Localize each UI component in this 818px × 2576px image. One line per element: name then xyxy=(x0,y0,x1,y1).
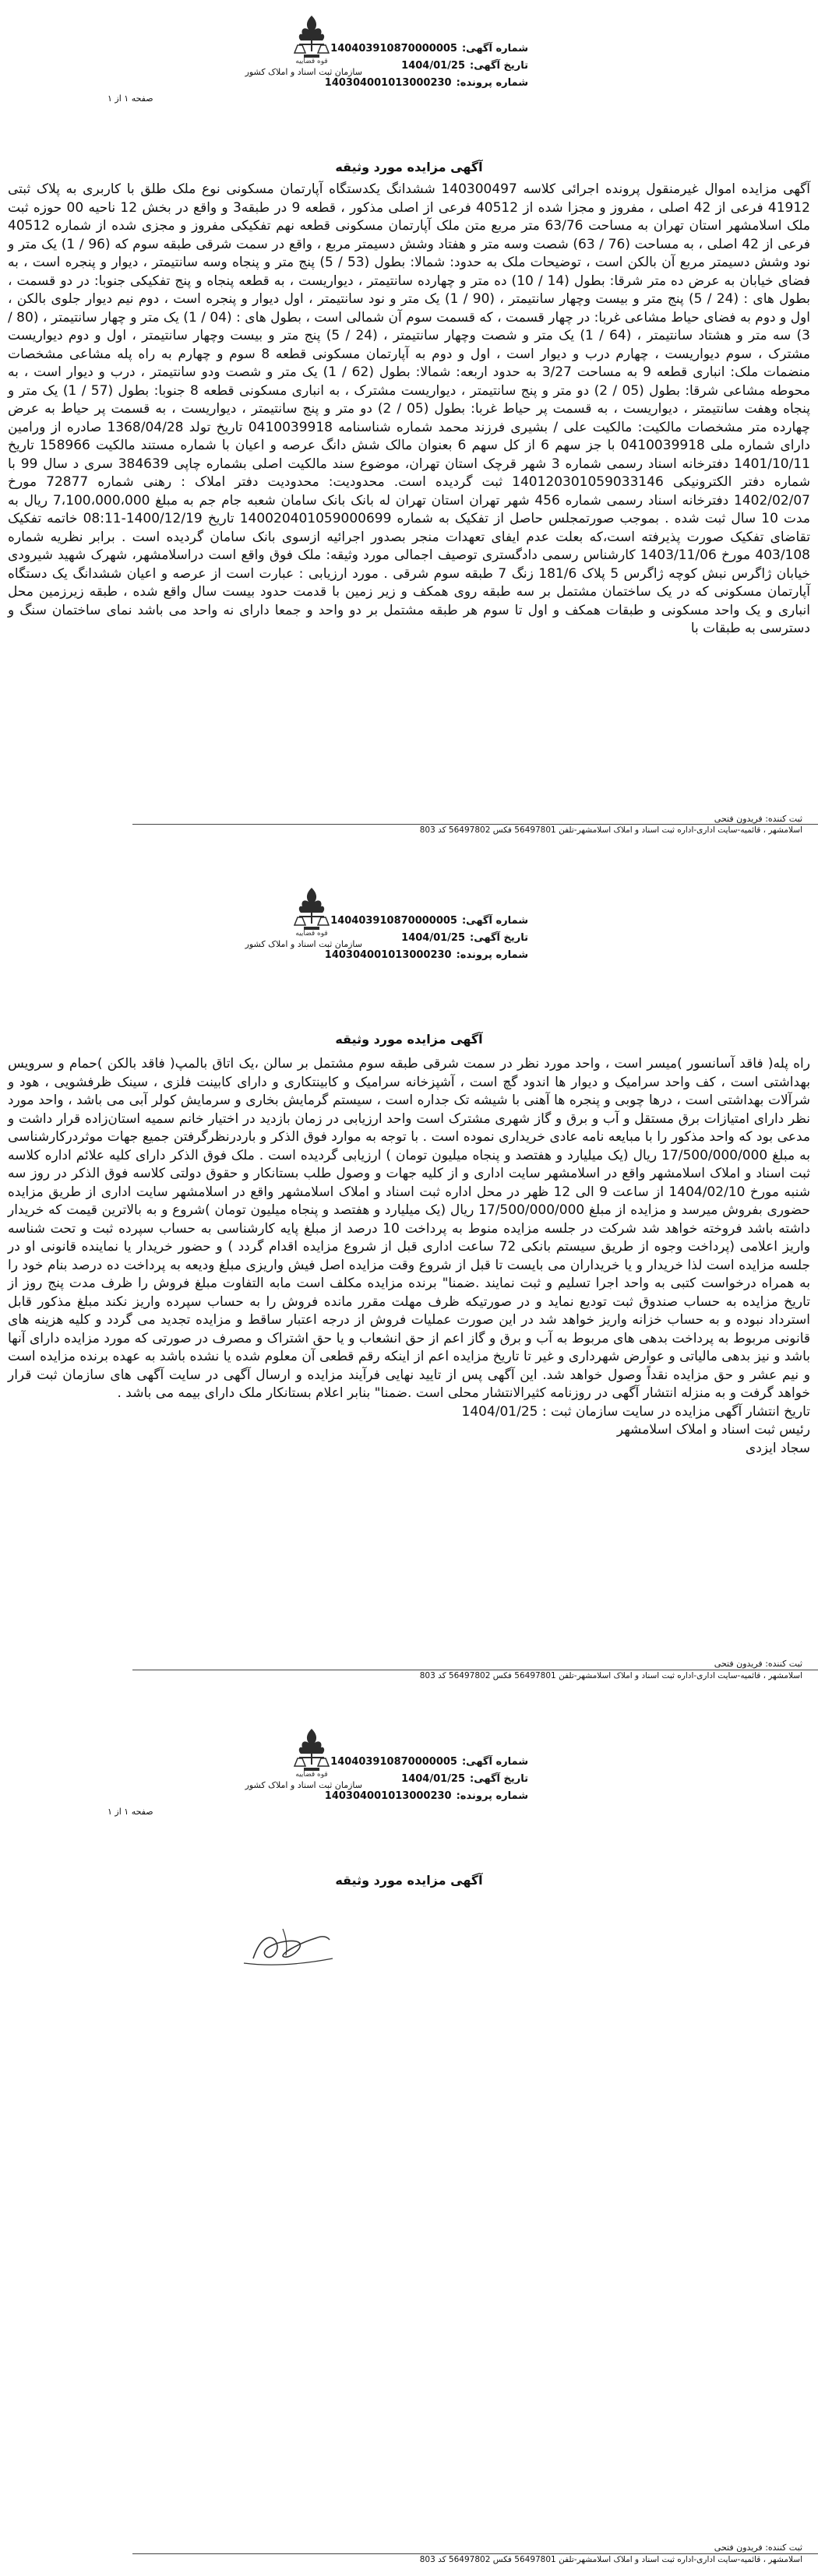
footer-divider xyxy=(132,824,818,825)
page-number: صفحه ۱ از ۱ xyxy=(108,93,153,104)
file-number: 140304001013000230 xyxy=(324,1790,452,1802)
ad-title: آگهی مزایده مورد وثیقه xyxy=(335,160,483,174)
ad-body-text: آگهی مزایده اموال غیرمنقول پرونده اجرائی کلاسه 140300497 ششدانگ یکدستگاه آپارتمان مسکونی نوع ملک طلق با کاربری به پلاک ثبتی 41912 فرعی از 42 اصلی ، مفروز و مجزا شده از 40512 فرعی از اصلی مذکور ، قطعه 9 در طبقه3 و واقع در بخش 12 ناحیه 00 حوزه ثبت ملک اسلامشهر استان تهران به مساحت 63/76 متر مربع متن ملک آپارتمان مسکونی قطعه نهم تفکیکی مفروز و مجزی شده از شماره 40512 فرعی از 42 اصلی ، به مساحت (76 / 63) شصت وسه متر و هفتاد وشش دسیمتر مربع ، واقع در سمت شرقی طبقه سوم که (96 / 1) یک متر و نود وشش دسیمتر مربع آن بالکن است ، توضیحات ملک به حدود: شمالا: بطول (53 / 5) پنج متر و پنجاه وسه سانتیمتر ، دیوار و پنجره است ، به فضای خیابان به عرض ده متر شرقا: بطول (14 / 10) ده متر و چهارده سانتیمتر ، دیواریست ، به قطعه پنجاه و پنج تفکیکی جنوبا: در دو قسمت ، بطول های : (24 / 5) پنج متر و بیست وچهار سانتیمتر ، (90 / 1) یک متر و نود سانتیمتر ، اول دیوار و پنجره است ، دوم نیم دیوار جلوی بالکن ، اول و دوم به فضای حیاط مشاعی غربا: در چهار قسمت ، که قسمت سوم آن شمالی است ، بطول های : (04 / 1) یک متر و چهار سانتیمتر ، (80 / 3) سه متر و هشتاد سانتیمتر ، (64 / 1) یک متر و شصت وچهار سانتیمتر ، (24 / 5) پنج متر و بیست وچهار سانتیمتر ، اول و دوم دیواریست مشترک ، سوم دیواریست ، چهارم درب و دیوار است ، اول و دوم به آپارتمان مسکونی قطعه 8 سوم و چهارم به راه پله مشاعی مشخصات منضمات ملک: انباری قطعه 9 به مساحت 3/27 به حدود اربعه: شمالا: بطول (62 / 1) یک متر و شصت ودو سانتیمتر ، درب و دیوار است ، به محوطه مشاعی شرقا: بطول (05 / 2) دو متر و پنج سانتیمتر ، دیواریست مشترک ، به انباری مسکونی قطعه 8 جنوبا: بطول (57 / 1) یک متر و پنجاه وهفت سانتیمتر ، دیواریست ، به قسمت پر حیاط غربا: بطول (05 / 2) دو متر و پنج سانتیمتر ، دیواریست ، به قسمت پر حیاط به عرض چهارده متر مشخصات مالکیت: مالکیت علی / بشیری فرزند محمد شماره شناسنامه 0410039918 تاریخ تولد 1368/04/28 صادره از ورامین دارای شماره ملی 0410039918 با جز سهم 6 از کل سهم 6 بعنوان مالک شش دانگ عرصه و اعیان با شماره مستند مالکیت 158966 تاریخ 1401/10/11 دفترخانه اسناد رسمی شماره 3 شهر قرچک استان تهران، موضوع سند مالکیت اصلی بشماره چاپی 384639 سری د سال 99 با شماره دفتر الکترونیکی 140120301059033146 ثبت گردیده است. محدودیت: محدودیت دفتر املاک : رهنی شماره 72877 مورخ 1402/02/07 دفترخانه اسناد رسمی شماره 456 شهر تهران استان تهران له بانک بانک سامان شعبه جام جم به مبلغ 7،100،000،000 ریال به مدت 10 سال ثبت شده . بموجب صورتمجلس حاصل از تفکیک به شماره 140020401059000699 تاریخ 1400/12/19-08:11 خاتمه تفکیک تقاضای تفکیک صورت پذیرفته است،که بعلت عدم ایفای تعهدات منجر بصدور اجرائیه ازسوی بانک سامان گردیده است . برابر نظریه شماره 403/108 مورخ 1403/11/06 کارشناس رسمی دادگستری توصیف اجمالی مورد وثیقه: ملک فوق واقع است دراسلامشهر، شهرک شهید شیرودی خیابان ژاگرس نبش کوچه ژاگرس 5 پلاک 181/6 زنگ 7 طبقه سوم شرقی . مورد ارزیابی : عبارت است از عرصه و اعیان ششدانگ یک دستگاه آپارتمان مسکونی که در یک ساختمان مشتمل بر سه طبقه روی همکف و زیر زمین با قدمت حدود بیست سال واقع شده ، طبقه زیرزمین محل انباری و یک واحد مسکونی و طبقات همکف و اول تا سوم هر طبقه مشتمل بر دو واحد و جمعا دارای نه واحد می باشد نمای ساختمان سنگ و دسترسی به طبقات با xyxy=(8,181,811,636)
ad-meta xyxy=(310,40,528,92)
signer-name: سجاد ایزدی xyxy=(745,1440,810,1456)
org-name: سازمان ثبت اسناد و املاک کشور xyxy=(245,67,362,77)
org-name: سازمان ثبت اسناد و املاک کشور xyxy=(245,1780,362,1790)
page-number: صفحه ۱ از ۱ xyxy=(108,1807,153,1817)
ad-date: 1404/01/25 xyxy=(401,932,466,944)
registrar-line xyxy=(714,2543,802,2553)
ad-date-label: تاریخ آگهی: xyxy=(470,60,528,72)
registrar-line xyxy=(714,1659,802,1669)
ad-title: آگهی مزایده مورد وثیقه xyxy=(335,1032,483,1047)
judiciary-label: قوه قضاییه xyxy=(295,930,328,938)
registrar-label: ثبت کننده: xyxy=(765,2543,802,2553)
ad-number: 140403910870000005 xyxy=(330,43,457,55)
publish-date-line: تاریخ انتشار آگهی مزایده در سایت سازمان ثبت : 1404/01/25 xyxy=(461,1403,810,1420)
ad-body-text xyxy=(8,1055,810,1458)
ad-date-label: تاریخ آگهی: xyxy=(470,932,528,944)
ad-date: 1404/01/25 xyxy=(401,60,466,72)
org-name: سازمان ثبت اسناد و املاک کشور xyxy=(245,939,362,949)
ad-date: 1404/01/25 xyxy=(401,1773,466,1785)
registrar-name: فریدون فتحی xyxy=(714,2543,763,2553)
ad-number: 140403910870000005 xyxy=(330,915,457,927)
footer-address: اسلامشهر ، قائمیه-سایت اداری-اداره ثبت اسناد و املاک اسلامشهر-تلفن 56497801 فکس 56497802 کد 803 xyxy=(419,2555,802,2564)
registrar-name: فریدون فتحی xyxy=(714,814,763,824)
judiciary-label: قوه قضاییه xyxy=(295,58,328,65)
signature-image xyxy=(238,1920,339,1974)
ad-meta xyxy=(310,1754,528,1805)
file-number: 140304001013000230 xyxy=(324,77,452,89)
ad-page-2 xyxy=(0,872,818,1690)
ad-number-label: شماره آگهی: xyxy=(461,43,528,55)
file-number-label: شماره پرونده: xyxy=(456,1790,528,1802)
ad-number: 140403910870000005 xyxy=(330,1756,457,1768)
ad-page-1 xyxy=(0,0,818,837)
footer-address: اسلامشهر ، قائمیه-سایت اداری-اداره ثبت اسناد و املاک اسلامشهر-تلفن 56497801 فکس 56497802 کد 803 xyxy=(419,1671,802,1680)
file-number-label: شماره پرونده: xyxy=(456,949,528,961)
ad-number-label: شماره آگهی: xyxy=(461,1756,528,1768)
registrar-label: ثبت کننده: xyxy=(765,814,802,824)
ad-date-label: تاریخ آگهی: xyxy=(470,1773,528,1785)
registrar-name: فریدون فتحی xyxy=(714,1659,763,1669)
ad-number-label: شماره آگهی: xyxy=(461,915,528,927)
ad-meta xyxy=(310,913,528,964)
ad-title: آگهی مزایده مورد وثیقه xyxy=(335,1873,483,1888)
ad-body-continuation: راه پله( فاقد آسانسور )میسر است ، واحد مورد نظر در سمت شرقی طبقه سوم مشتمل بر سالن ،یک اتاق بالمپ( فاقد بالکن )حمام و سرویس بهداشتی است ، کف واحد سرامیک و دیوار ها اندود گچ است ، آشپزخانه سرامیک و کابینتکاری و دارای کابینت فلزی ، سینک ظرفشویی ، هود و شرآلات بهداشتی است ، درها چوبی و پنجره ها آهنی با شیشه تک جداره است ، سیستم گرمایش بخاری و سرمایش کولر آبی می باشد ، واحد مورد نظر دارای امتیازات برق مستقل و آب و برق و گاز شهری مشترک است واحد ارزیابی در زمان بازدید در اختیار خانم سمیه استان‌زاده قرار داشت و مدعی بود که واحد مذکور را با مبایعه نامه عادی خریداری نموده است . با توجه به موارد فوق الذکر و باردرنظرگرفتن جمیع جهات موثردرکارشناسی به مبلغ 17/500/000/000 ریال (یک میلیارد و هفتصد و پنجاه میلیون تومان ) ارزیابی گردیده است . ملک فوق الذکر دارای کلیه علائم اداره کلاسه ثبت اسناد و املاک اسلامشهر واقع در اسلامشهر سایت اداری و از کلیه جهات و وصول طلب بستانکار و حقوق دولتی کلاسه فوق الذکر در روز سه شنبه مورخ 1404/02/10 از ساعت 9 الی 12 ظهر در محل اداره ثبت اسناد و املاک اسلامشهر واقع در اسلامشهر سایت اداری از طریق مزایده حضوری بفروش میرسد و مزایده از مبلغ 17/500/000/000 ریال (یک میلیارد و هفتصد و پنجاه میلیون تومان )شروع و به بالاترین قیمت که خریدار داشته باشد فروخته خواهد شد شرکت در جلسه مزایده منوط به پرداخت 10 درصد از مبلغ پایه کارشناسی به حساب سپرده ثبت و تحت شناسه واریز اعلامی (پرداخت وجوه از طریق سیستم بانکی 72 ساعت اداری قبل از شروع مزایده اقدام گردد ) و حضور خریدار یا نماینده قانونی او در جلسه مزایده است لذا خریدار و یا خریداران می بایست تا قبل از شروع وقت مزایده اصل فیش واریزی مبلغ ودیعه به پرداخت ده درصد بنام خود را به همراه درخواست کتبی به واحد اجرا تسلیم و ثبت نمایند .ضمنا" برنده مزایده مکلف است مابه التفاوت مبلغ فروش را ظرف مدت پنج روز از تاریخ مزایده به حساب صندوق ثبت تودیع نماید و در صورتیکه ظرف مهلت مقرر مانده فروش را به حساب سپرده واریز نکند مبلغ مذکور قابل استرداد نبوده و به حساب خزانه واریز خواهد شد در این صورت عملیات فروش از درجه اعتبار ساقط و مزایده تجدید می گردد و کلیه هزینه های قانونی مربوط به پرداخت بدهی های مربوط به آب و برق و گاز اعم از حق انشعاب و یا حق اشتراک و مصرف در صورتی که مورد مزایده دارای آنها باشد و نیز بدهی مالیاتی و عوارض شهرداری و غیر تا تاریخ مزایده اعم از اینکه رقم قطعی آن معلوم شده یا نشده باشد به عهده برنده مزایده است و نیم عشر و حق مزایده نقداً وصول خواهد شد. این آگهی پس از تایید نهایی فرآیند مزایده و ارسال آگهی در سایت آگهی های سازمان ثبت قرار خواهد گرفت و به منزله انتشار آگهی در روزنامه کثیرالانتشار محلی است .ضمنا" بنابر اعلام بستانکار ملک دارای بیمه می باشد . xyxy=(8,1056,811,1401)
file-number-label: شماره پرونده: xyxy=(456,77,528,89)
judiciary-label: قوه قضاییه xyxy=(295,1771,328,1779)
file-number: 140304001013000230 xyxy=(324,949,452,961)
footer-divider xyxy=(132,2553,818,2554)
head-office-title: رئیس ثبت اسناد و املاک اسلامشهر xyxy=(616,1422,810,1438)
ad-page-3 xyxy=(0,1698,818,2576)
footer-address: اسلامشهر ، قائمیه-سایت اداری-اداره ثبت اسناد و املاک اسلامشهر-تلفن 56497801 فکس 56497802 کد 803 xyxy=(419,825,802,835)
registrar-label: ثبت کننده: xyxy=(765,1659,802,1669)
registrar-line xyxy=(714,814,802,824)
